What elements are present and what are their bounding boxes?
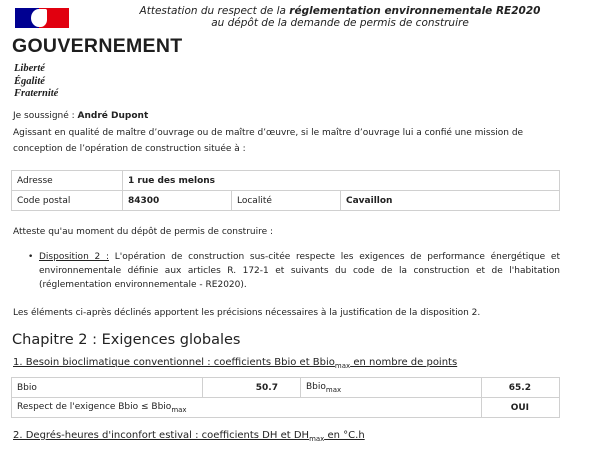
republic-motto: Liberté Égalité Fraternité	[14, 63, 59, 99]
elements-paragraph: Les éléments ci-après déclinés apportent les précisions nécessaires à la justification de la disposition 2.	[13, 308, 481, 318]
marianne-flag-icon	[15, 8, 71, 30]
gouvernement-wordmark: GOUVERNEMENT	[12, 35, 183, 57]
agissant-paragraph: Agissant en qualité de maître d’ouvrage ou de maître d’œuvre, si le maître d’ouvrage lui a confié une mission de conception de l’opération de construction située à :	[13, 128, 524, 154]
section-heading-dh: 2. Degrés-heures d'inconfort estival : coefficients DH et $DH_{max}$ en °C.h	[13, 430, 365, 443]
atteste-line: Atteste qu'au moment du dépôt de permis de construire :	[13, 227, 274, 237]
document-title: Attestation du respect de la réglementation environnementale RE2020 au dépôt de la demande de permis de construire	[139, 5, 541, 29]
disposition-bullet: • Disposition 2 : L'opération de construction sus-citée respecte les exigences de performance énergétique et environnementale définie aux articles R. 172-1 et suivants du code de la construction et de l'habitation (réglementation environnementale - RE2020).	[28, 252, 560, 290]
address-table: Adresse 1 rue des melons Code postal 84300 Localité Cavaillon	[11, 170, 560, 211]
section-heading-bbio: 1. Besoin bioclimatique conventionnel : coefficients Bbio et Bbio$_{max}$ en nombre de points	[13, 357, 458, 370]
chapter-heading: Chapitre 2 : Exigences globales	[12, 332, 241, 348]
bullet-icon: •	[28, 252, 34, 262]
bbio-table: Bbio 50.7 Bbio$_{max}$ 65.2 Respect de l'exigence Bbio ≤ Bbio$_{max}$ OUI	[11, 377, 560, 418]
soussigne-line: Je soussigné : André Dupont	[13, 111, 149, 121]
signatory-name: André Dupont	[77, 111, 149, 121]
